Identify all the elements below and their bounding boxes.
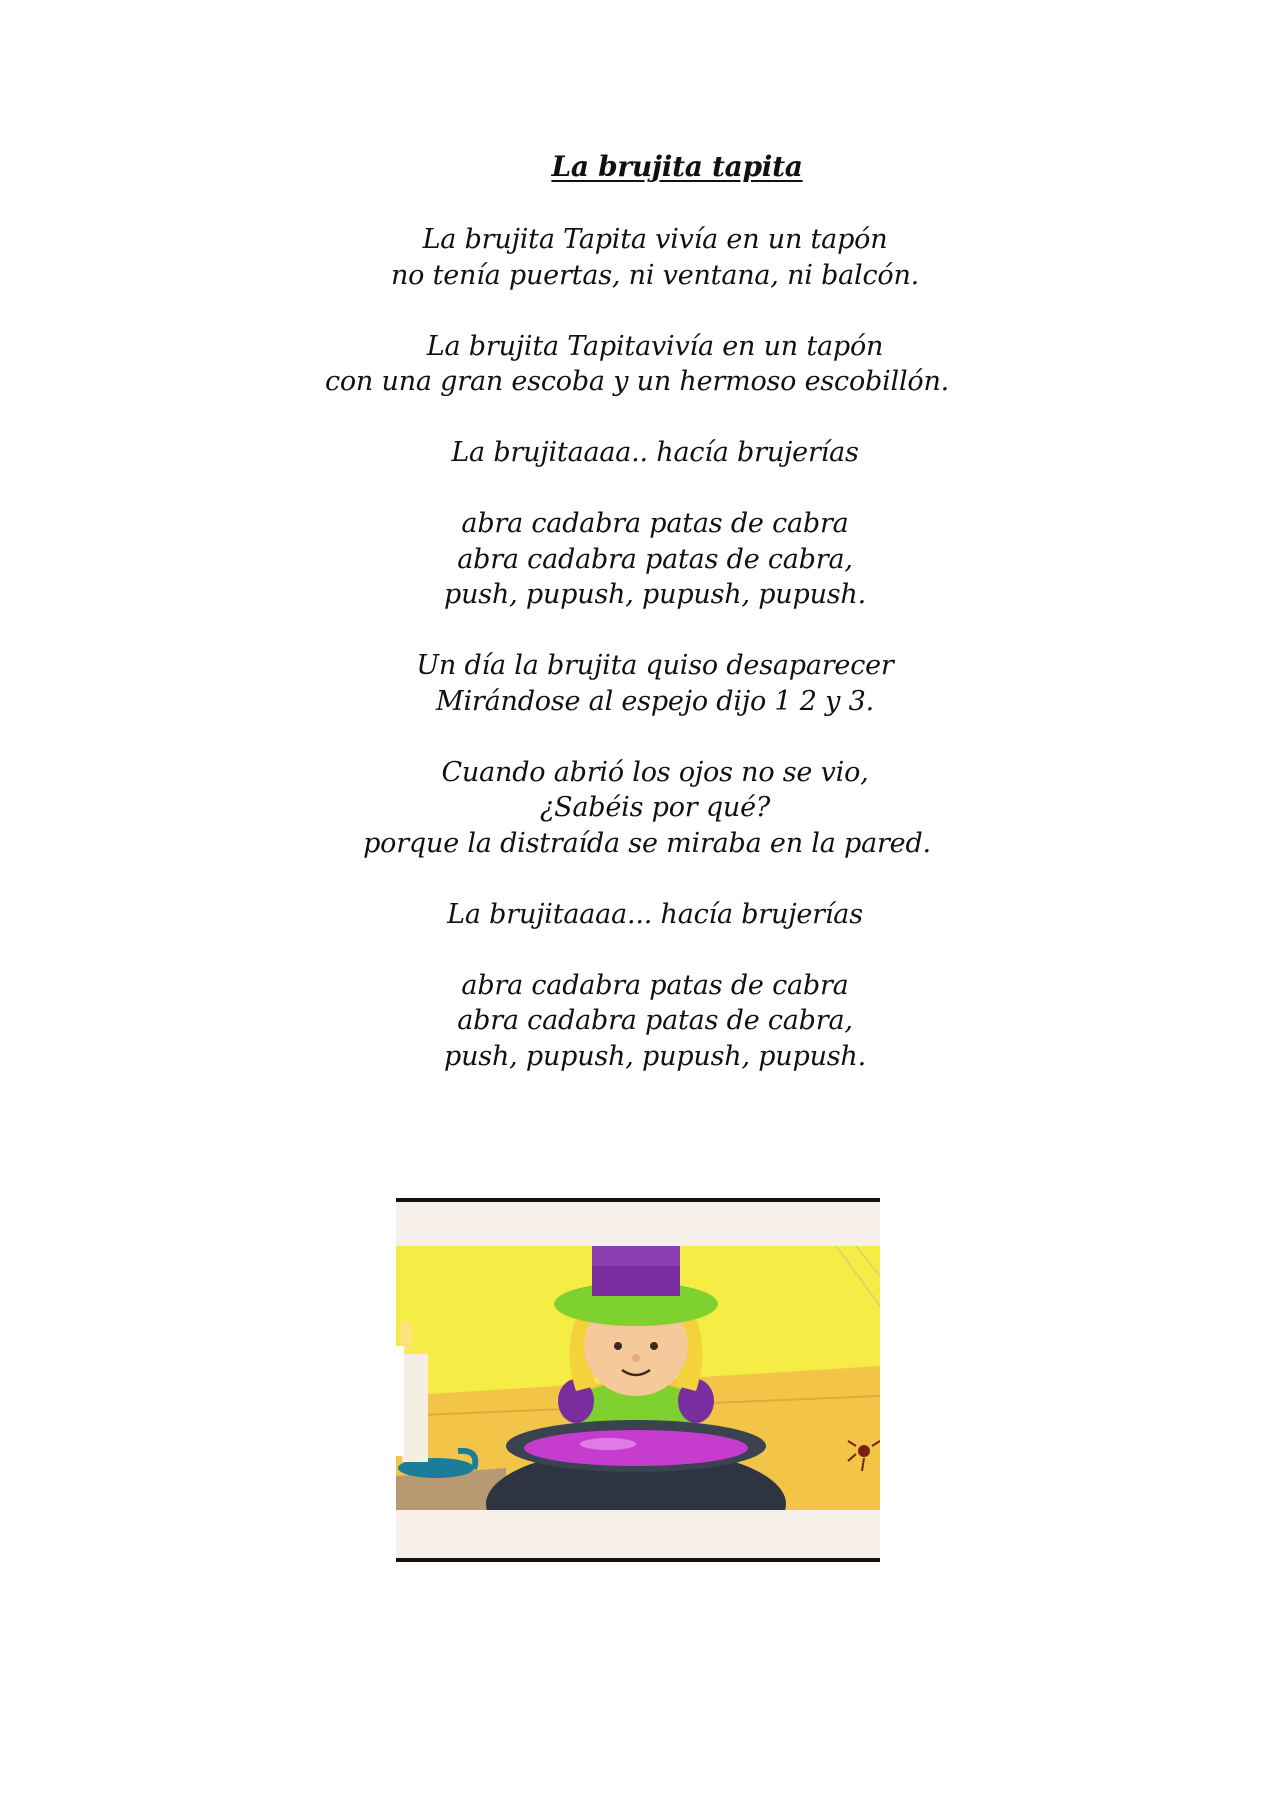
stanza [0, 222, 1274, 293]
poem-line: La brujita Tapita vivía en un tapón [422, 224, 888, 255]
witch-illustration [396, 1198, 880, 1562]
witch-cauldron-image [396, 1246, 880, 1510]
stanza [0, 648, 1274, 719]
poem-line: Mirándose al espejo dijo 1 2 y 3. [436, 685, 874, 717]
witch-hat-top [592, 1246, 680, 1266]
stanza [0, 329, 1274, 400]
poem-line: Cuando abrió los ojos no se vio, [441, 756, 869, 788]
stanza [0, 506, 1274, 613]
poem-line: abra cadabra patas de cabra [461, 969, 849, 1001]
stanza [0, 755, 1274, 862]
poem-line: abra cadabra patas de cabra, [457, 543, 853, 575]
candle-drip [396, 1346, 404, 1456]
poem-line: Un día la brujita quiso desaparecer [416, 650, 894, 681]
potion-highlight [580, 1438, 636, 1450]
poem-line: La brujitaaaa.. hacía brujerías [451, 437, 859, 468]
poem-line: push, pupush, pupush, pupush. [444, 579, 866, 610]
spider-icon [858, 1445, 870, 1457]
poem-body [0, 222, 1274, 1110]
poem-line: La brujita Tapitavivía en un tapón [426, 330, 884, 362]
poem-line: no tenía puertas, ni ventana, ni balcón. [390, 259, 920, 291]
poem-line: con una gran escoba y un hermoso escobillón. [324, 366, 950, 397]
poem-line: push, pupush, pupush, pupush. [444, 1040, 866, 1072]
stanza [0, 435, 1274, 471]
witch-eye-right [650, 1342, 658, 1350]
cauldron-potion [524, 1430, 748, 1466]
poem-title: La brujita tapita [551, 150, 803, 183]
poem-line: ¿Sabéis por qué? [539, 792, 771, 823]
witch-eye-left [614, 1342, 622, 1350]
candle [402, 1354, 428, 1462]
stanza [0, 968, 1274, 1075]
witch-nose [632, 1354, 640, 1362]
poem-line: porque la distraída se miraba en la pared. [363, 827, 931, 859]
stanza [0, 897, 1274, 933]
poem-line: La brujitaaaa... hacía brujerías [447, 898, 863, 930]
poem-line: abra cadabra patas de cabra [461, 508, 849, 539]
poem-line: abra cadabra patas de cabra, [457, 1005, 853, 1036]
